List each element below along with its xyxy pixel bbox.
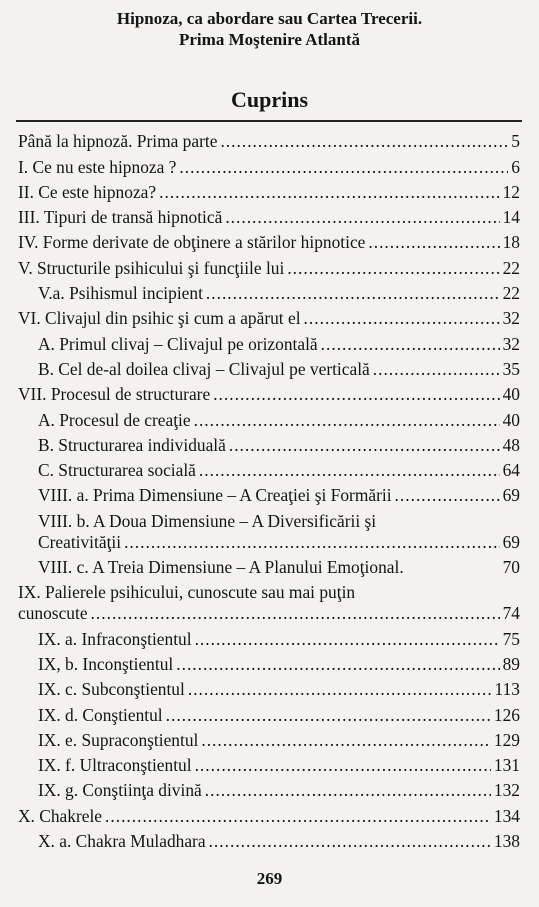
toc-leader-dots — [199, 460, 500, 481]
toc-entry-title: VIII. b. A Doua Dimensiune – A Diversificării şi — [38, 510, 377, 531]
toc-entry-page: 14 — [502, 207, 520, 228]
toc-entry — [18, 279, 520, 304]
toc-entry-title: C. Structurarea socială — [38, 460, 196, 481]
toc-leader-dots — [91, 603, 500, 624]
toc-entry — [18, 203, 520, 228]
toc-entry-page: 89 — [502, 653, 520, 674]
toc-entry — [18, 801, 520, 826]
toc-leader-dots — [176, 654, 499, 675]
toc-leader-dots — [209, 831, 491, 852]
toc-entry-title: V. Structurile psihicului şi funcţiile lui — [18, 257, 285, 278]
toc-entry — [18, 603, 520, 624]
toc-leader-dots — [287, 258, 499, 279]
toc-entry-title: IX. a. Infraconştientul — [38, 628, 192, 649]
contents-heading: Cuprins — [230, 87, 309, 112]
toc-entry — [18, 329, 520, 354]
toc-leader-dots — [205, 780, 491, 801]
toc-entry-title: IV. Forme derivate de obţinere a stărilor hipnotice — [18, 232, 366, 253]
toc-entry-page: 64 — [502, 460, 520, 481]
toc-leader-dots — [213, 384, 499, 405]
toc-entry-page: 35 — [502, 358, 520, 379]
toc-leader-dots — [166, 705, 491, 726]
toc-entry-title: VII. Procesul de structurare — [18, 384, 211, 405]
toc-leader-dots — [194, 410, 500, 431]
toc-entry-page: 132 — [493, 780, 520, 801]
toc-entry — [18, 553, 520, 578]
toc-entry-title: IX. f. Ultraconştientul — [38, 755, 192, 776]
toc-entry-page: 48 — [502, 434, 520, 455]
toc-entry — [18, 380, 520, 405]
toc-entry-title: Creativităţii — [38, 531, 122, 552]
toc-entry-page: 40 — [502, 409, 520, 430]
toc-leader-dots — [124, 532, 500, 553]
toc-entry-page: 75 — [502, 628, 520, 649]
toc-leader-dots — [395, 485, 500, 506]
toc-leader-dots — [373, 359, 500, 380]
toc-entry-page: 40 — [502, 384, 520, 405]
toc-entry-page: 32 — [502, 333, 520, 354]
toc-leader-dots — [220, 131, 508, 152]
toc-entry-page: 113 — [494, 679, 520, 700]
toc-entry — [18, 405, 520, 430]
toc-entry-title: IX. g. Conştiinţa divină — [38, 780, 202, 801]
toc-entry-title: VI. Clivajul din psihic şi cum a apărut el — [18, 308, 301, 329]
toc-entry-page: 18 — [502, 232, 520, 253]
toc-entry — [18, 431, 520, 456]
toc-leader-dots — [304, 308, 500, 329]
toc-leader-dots — [229, 435, 500, 456]
toc-entry — [18, 253, 520, 278]
toc-entry-title: VIII. a. Prima Dimensiune – A Creaţiei şi Formării — [38, 485, 392, 506]
toc-entry-title: II. Ce este hipnoza? — [18, 181, 157, 202]
toc-leader-dots — [195, 629, 500, 650]
toc-entry-title: B. Cel de-al doilea clivaj – Clivajul pe verticală — [38, 358, 370, 379]
toc-leader-dots — [368, 232, 499, 253]
toc-entry-title: B. Structurarea individuală — [38, 434, 226, 455]
toc-leader-dots — [195, 755, 491, 776]
toc-entry-title: cunoscute — [18, 603, 88, 624]
toc-entry-title: I. Ce nu este hipnoza ? — [18, 156, 177, 177]
toc-entry-page: 5 — [511, 131, 520, 152]
toc-entry-page: 6 — [511, 156, 520, 177]
toc-entry — [18, 228, 520, 253]
toc-leader-dots — [179, 157, 508, 178]
toc-entry-title: A. Primul clivaj – Clivajul pe orizontală — [38, 333, 318, 354]
toc-entry-page: 69 — [502, 485, 520, 506]
toc-leader-dots — [105, 806, 491, 827]
heading-divider — [16, 120, 522, 122]
toc-entry — [18, 481, 520, 506]
toc-entry-page: 69 — [502, 531, 520, 552]
toc-entry — [18, 751, 520, 776]
toc-entry — [18, 726, 520, 751]
toc-entry-page: 74 — [502, 603, 520, 624]
toc-entry — [18, 578, 520, 603]
toc-entry — [18, 776, 520, 801]
toc-entry-page: 22 — [502, 283, 520, 304]
toc-entry — [18, 355, 520, 380]
toc-entry-title: III. Tipuri de transă hipnotică — [18, 207, 223, 228]
toc-leader-dots — [225, 207, 499, 228]
toc-entry — [18, 700, 520, 725]
toc-entry-page: 70 — [502, 557, 520, 578]
toc-entry-title: IX. c. Subconştientul — [38, 679, 185, 700]
header-title: Hipnoza, ca abordare sau Cartea Trecerii. — [116, 9, 423, 28]
toc-entry-page: 22 — [502, 257, 520, 278]
toc-entry-title: IX. d. Conştientul — [38, 704, 163, 725]
toc-entry-page: 12 — [502, 181, 520, 202]
toc-entry-title: V.a. Psihismul incipient — [38, 283, 203, 304]
toc-entry-title: A. Procesul de creaţie — [38, 409, 191, 430]
toc-leader-dots — [159, 182, 500, 203]
toc-entry — [18, 532, 520, 553]
toc-entry-title: VIII. c. A Treia Dimensiune – A Planului Emoţional. — [38, 557, 404, 578]
table-of-contents — [18, 127, 520, 852]
toc-entry-page: 134 — [493, 805, 520, 826]
page-number: 269 — [256, 869, 283, 888]
toc-entry-page: 32 — [502, 308, 520, 329]
toc-entry — [18, 178, 520, 203]
toc-entry-page: 126 — [493, 704, 520, 725]
book-header — [0, 8, 539, 50]
toc-leader-dots — [321, 334, 500, 355]
toc-entry-title: Până la hipnoză. Prima parte — [18, 131, 218, 152]
toc-entry-page: 138 — [493, 831, 520, 852]
toc-entry — [18, 624, 520, 649]
toc-entry — [18, 456, 520, 481]
toc-entry-page: 129 — [493, 729, 520, 750]
header-subtitle: Prima Moştenire Atlantă — [179, 30, 360, 49]
toc-entry — [18, 506, 520, 531]
toc-leader-dots — [188, 679, 492, 700]
toc-entry — [18, 827, 520, 852]
toc-entry — [18, 127, 520, 152]
toc-leader-dots — [206, 283, 500, 304]
toc-leader-dots — [201, 730, 491, 751]
toc-entry — [18, 675, 520, 700]
toc-entry — [18, 304, 520, 329]
toc-entry-title: IX, b. Inconştientul — [38, 653, 174, 674]
toc-entry-title: IX. e. Supraconştientul — [38, 729, 199, 750]
toc-entry-title: IX. Palierele psihicului, cunoscute sau mai puţin — [18, 582, 356, 603]
toc-entry-title: X. Chakrele — [18, 805, 103, 826]
toc-entry — [18, 152, 520, 177]
toc-entry — [18, 650, 520, 675]
toc-entry-page: 131 — [493, 755, 520, 776]
toc-entry-title: X. a. Chakra Muladhara — [38, 831, 206, 852]
